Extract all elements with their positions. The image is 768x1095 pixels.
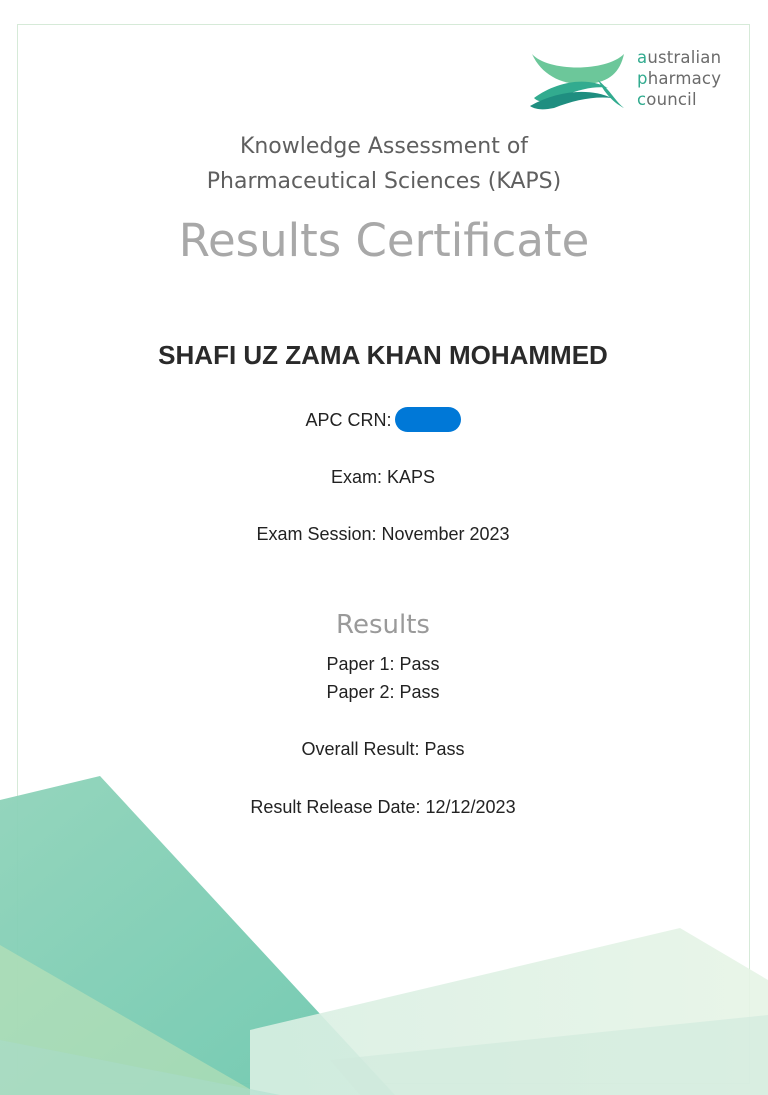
paper-1-result: Paper 1: Pass: [326, 654, 440, 674]
certificate-title: Results Certificate: [178, 214, 590, 267]
exam-session-line: Exam Session: November 2023: [256, 524, 510, 544]
subtitle-line-2: Pharmaceutical Sciences (KAPS): [206, 169, 562, 194]
results-heading: Results: [336, 610, 430, 640]
candidate-name: SHAFI UZ ZAMA KHAN MOHAMMED: [158, 340, 608, 370]
crn-label: APC CRN:: [305, 410, 392, 430]
result-release-date: Result Release Date: 12/12/2023: [250, 797, 516, 817]
assessment-subtitle: [0, 129, 768, 199]
crn-line: [0, 407, 766, 432]
subtitle-line-1: Knowledge Assessment of: [239, 134, 529, 159]
exam-line: Exam: KAPS: [330, 467, 436, 487]
paper-2-result: Paper 2: Pass: [326, 682, 440, 702]
apc-logo-wordmark: australian pharmacy council: [637, 48, 722, 109]
crn-redaction-mark: [395, 407, 461, 432]
overall-result: Overall Result: Pass: [301, 739, 465, 759]
